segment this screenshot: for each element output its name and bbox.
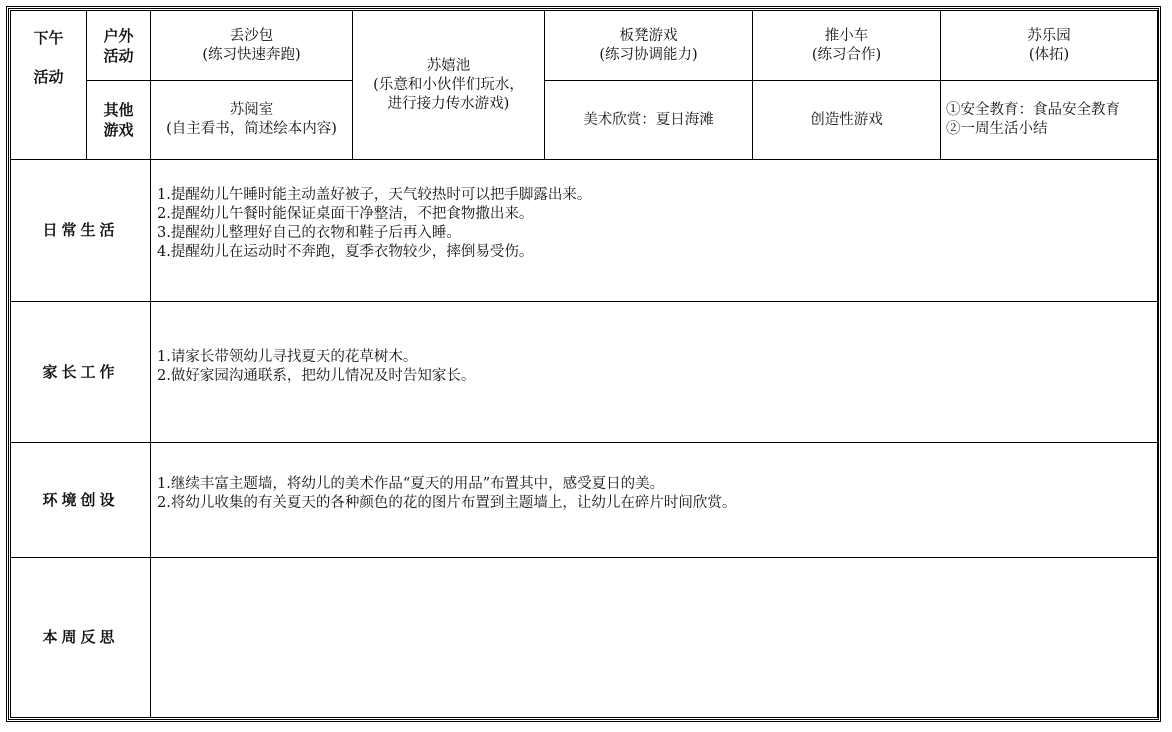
other-mon-cell	[151, 81, 353, 160]
other-fri-cell	[941, 81, 1158, 160]
daily-life-row	[11, 160, 1158, 302]
outdoor-tue-sub: (乐意和小伙伴们玩水，进行接力传水游戏)	[373, 76, 524, 112]
outdoor-tue-title: 苏嬉池	[426, 57, 471, 74]
outdoor-thu-title: 推小车	[824, 27, 869, 44]
outdoor-tue-cell	[353, 11, 545, 160]
outdoor-mon-title: 丢沙包	[229, 27, 274, 44]
outdoor-mon-sub: (练习快速奔跑)	[202, 46, 301, 63]
other-games-row	[11, 81, 1158, 160]
outdoor-activity-row	[11, 11, 1158, 81]
daily-life-content	[151, 160, 1158, 302]
parent-work-content	[151, 302, 1158, 443]
environment-item: 2.将幼儿收集的有关夏天的各种颜色的花的图片布置到主题墙上，让幼儿在碎片时间欣赏。	[157, 495, 737, 511]
outdoor-thu-cell	[753, 11, 941, 81]
environment-label: 环境创设	[11, 443, 151, 558]
environment-item: 1.继续丰富主题墙，将幼儿的美术作品“夏天的用品”布置其中，感受夏日的美。	[157, 476, 665, 492]
outdoor-fri-sub: (体拓)	[1028, 46, 1070, 63]
other-wed-cell	[545, 81, 753, 160]
other-mon-sub: (自主看书，简述绘本内容)	[166, 121, 337, 137]
parent-work-row	[11, 302, 1158, 443]
other-thu-text: 创造性游戏	[810, 111, 883, 128]
other-games-label-text: 其他游戏	[103, 101, 134, 139]
outdoor-thu-sub: (练习合作)	[811, 46, 882, 63]
outdoor-activity-label	[87, 11, 151, 81]
afternoon-label-line2: 活动	[33, 68, 64, 86]
daily-life-label: 日常生活	[11, 160, 151, 302]
environment-row	[11, 443, 1158, 558]
daily-life-item: 2.提醒幼儿午餐时能保证桌面干净整洁，不把食物撒出来。	[157, 206, 534, 222]
outdoor-fri-cell	[941, 11, 1158, 81]
other-wed-text: 美术欣赏：夏日海滩	[583, 111, 714, 128]
afternoon-label-line1: 下午	[33, 29, 64, 47]
outdoor-activity-label-text: 户外活动	[103, 26, 134, 65]
other-thu-cell	[753, 81, 941, 160]
weekly-plan-table	[10, 10, 1158, 718]
outdoor-fri-title: 苏乐园	[1027, 27, 1071, 44]
reflection-content[interactable]	[151, 558, 1158, 718]
environment-content	[151, 443, 1158, 558]
outdoor-wed-cell	[545, 11, 753, 81]
afternoon-activity-label	[11, 11, 87, 160]
outdoor-mon-cell	[151, 11, 353, 81]
other-fri-line2: ②一周生活小结	[946, 121, 1048, 137]
daily-life-item: 1.提醒幼儿午睡时能主动盖好被子，天气较热时可以把手脚露出来。	[157, 187, 592, 203]
outdoor-wed-title: 板凳游戏	[619, 27, 678, 44]
other-games-label	[87, 81, 151, 160]
reflection-label: 本周反思	[11, 558, 151, 718]
parent-work-item: 2.做好家园沟通联系，把幼儿情况及时告知家长。	[157, 368, 476, 384]
parent-work-label: 家长工作	[11, 302, 151, 443]
other-mon-title: 苏阅室	[229, 102, 274, 118]
other-fri-line1: ①安全教育：食品安全教育	[946, 102, 1120, 118]
daily-life-item: 4.提醒幼儿在运动时不奔跑，夏季衣物较少，摔倒易受伤。	[157, 244, 534, 260]
parent-work-item: 1.请家长带领幼儿寻找夏天的花草树木。	[157, 349, 418, 365]
reflection-row	[11, 558, 1158, 718]
daily-life-item: 3.提醒幼儿整理好自己的衣物和鞋子后再入睡。	[157, 225, 461, 241]
outdoor-wed-sub: (练习协调能力)	[599, 46, 698, 63]
